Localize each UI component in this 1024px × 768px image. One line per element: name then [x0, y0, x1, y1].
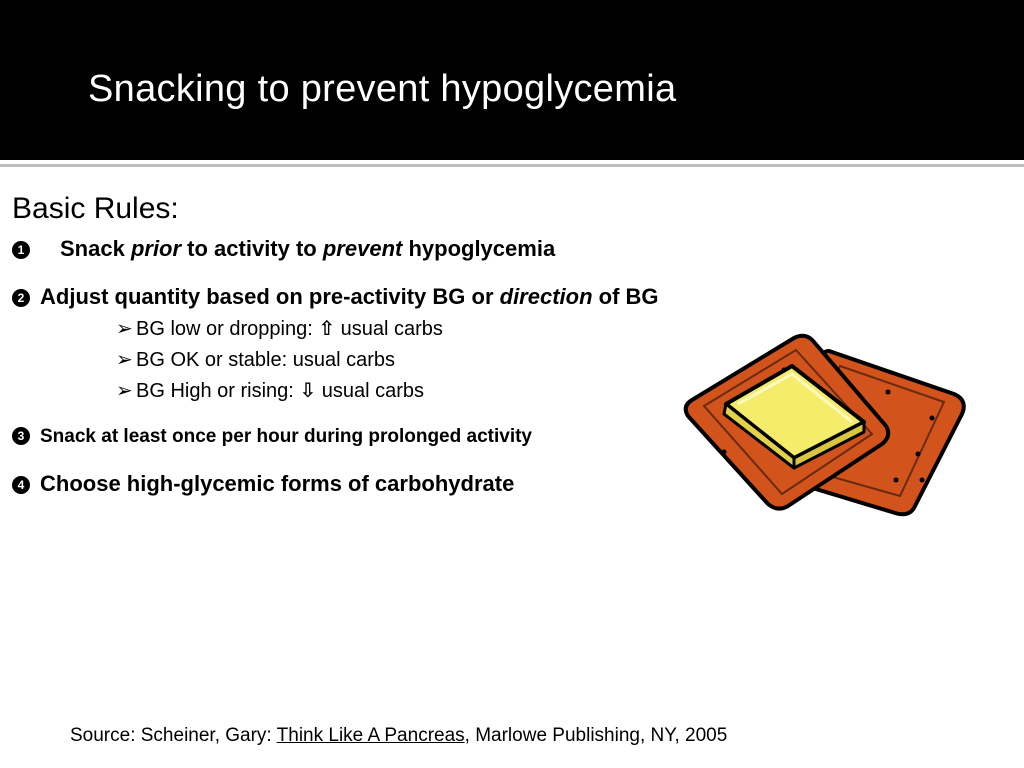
rule-1-part: to activity to: [181, 236, 323, 261]
subrule-text: BG High or rising:: [136, 380, 300, 402]
rule-4-text: Choose high-glycemic forms of carbohydrate: [40, 471, 515, 496]
rule-1-text: [60, 236, 555, 261]
arrow-bullet-icon: ➢: [116, 318, 133, 340]
source-prefix: Source: Scheiner, Gary:: [70, 725, 277, 746]
rule-2-part: Adjust quantity based on pre-activity BG or: [40, 284, 500, 309]
subrule-bg-ok: [116, 347, 395, 372]
number-bullet-4: 4: [12, 476, 30, 494]
rule-2-emphasis-direction: direction: [499, 284, 593, 309]
down-arrow-icon: ⇩: [299, 380, 317, 402]
source-citation: [70, 725, 727, 747]
rule-1: [12, 236, 555, 262]
arrow-bullet-icon: ➢: [116, 380, 133, 402]
rule-1-emphasis-prior: prior: [130, 236, 182, 261]
number-bullet-1: 1: [12, 241, 30, 259]
subrule-text: BG low or dropping:: [136, 318, 319, 340]
rule-3: [12, 426, 532, 448]
subrule-text: usual carbs: [316, 380, 424, 402]
number-bullet-2: 2: [12, 289, 30, 307]
up-arrow-icon: ⇧: [318, 318, 336, 340]
basic-rules-heading: Basic Rules:: [12, 192, 179, 225]
rule-1-emphasis-prevent: prevent: [322, 236, 403, 261]
rule-4: [12, 471, 514, 497]
subrule-text: BG OK or stable: usual carbs: [136, 349, 396, 371]
rule-2-part: of BG: [592, 284, 659, 309]
crackers-with-cheese-icon: [682, 330, 972, 520]
slide-title: Snacking to prevent hypoglycemia: [88, 68, 677, 110]
subrule-bg-low: [116, 316, 443, 341]
rule-2-text: [40, 284, 659, 309]
number-bullet-3: 3: [12, 427, 30, 445]
arrow-bullet-icon: ➢: [116, 349, 133, 371]
rule-1-part: Snack: [60, 236, 131, 261]
subrule-bg-high: [116, 378, 424, 403]
rule-2: [12, 284, 659, 310]
title-bar: [0, 0, 1024, 160]
rule-1-part: hypoglycemia: [402, 236, 556, 261]
source-suffix: , Marlowe Publishing, NY, 2005: [464, 725, 728, 746]
subrule-text: usual carbs: [335, 318, 443, 340]
source-book-title: Think Like A Pancreas: [276, 725, 465, 746]
title-divider: [0, 164, 1024, 167]
rule-3-text: Snack at least once per hour during prolonged activity: [40, 426, 532, 447]
